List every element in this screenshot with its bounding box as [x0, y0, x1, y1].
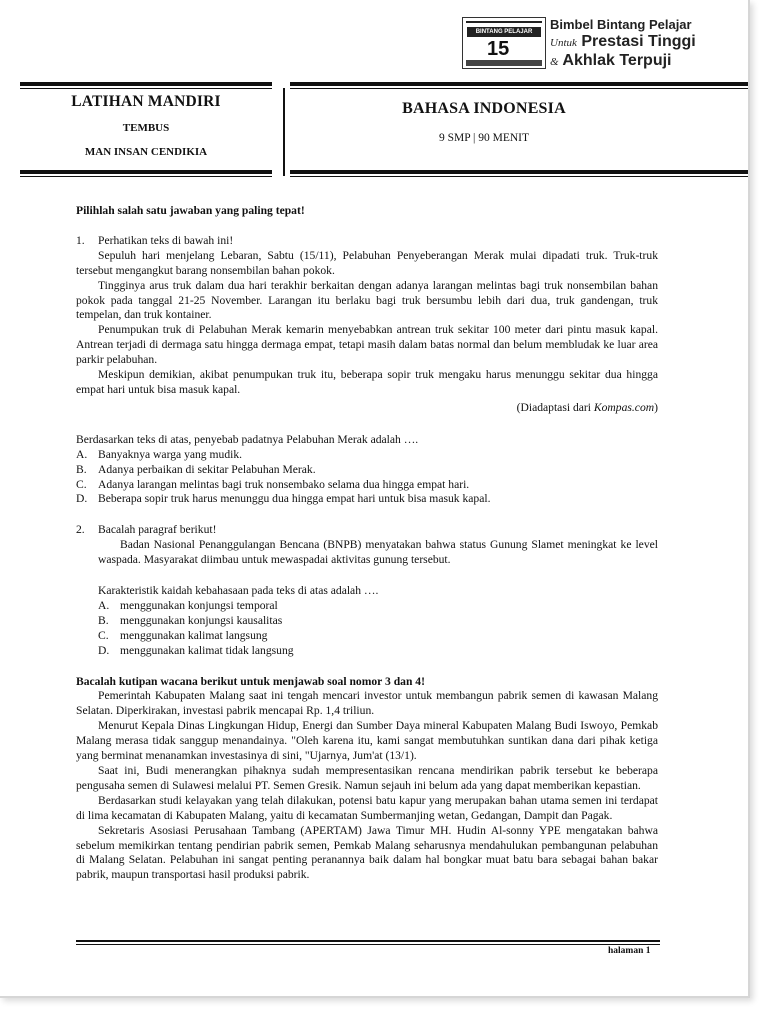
source-name: Kompas.com	[593, 400, 655, 414]
slogan-amp: &	[550, 56, 559, 68]
slogan-akhlak: Akhlak Terpuji	[562, 52, 672, 69]
q1-options	[76, 448, 658, 508]
q1-paragraph: Tingginya arus truk dalam dua hari terakhir berkaitan dengan adanya larangan melintas bagi truk nonsembilan bahan pokok pada tanggal 21-25 November. Larangan itu berlaku bagi truk bersumbu lebih dari dua, truk gandengan, truk tempelan, dan truk kontainer.	[76, 278, 658, 322]
q2-options	[76, 599, 658, 659]
instruction: Pilihlah salah satu jawaban yang paling tepat!	[76, 204, 305, 217]
footer-rule	[76, 940, 660, 942]
answer-option[interactable]	[76, 492, 658, 507]
bintang-pelajar-logo	[462, 17, 546, 69]
header-right-bottom-thin-rule	[290, 176, 748, 177]
spacer	[76, 659, 658, 675]
option-key: B.	[98, 613, 109, 627]
option-text: Adanya larangan melintas bagi truk nonsembako selama dua hingga empat hari.	[98, 477, 470, 491]
slogan-line-1: Bimbel Bintang Pelajar	[550, 17, 692, 32]
q2-paragraph: Badan Nasional Penanggulangan Bencana (BNPB) menyatakan bahwa status Gunung Slamet meningkat ke level waspada. Masyarakat diimbau untuk mewaspadai aktivitas gunung tersebut.	[98, 538, 658, 567]
header-left-sub2: MAN INSAN CENDIKIA	[84, 146, 208, 158]
slogan	[550, 16, 730, 71]
logo-name: BINTANG PELAJAR	[467, 27, 541, 37]
header-left-top-rule	[20, 82, 272, 86]
q1-question: Berdasarkan teks di atas, penyebab padatnya Pelabuhan Merak adalah ….	[76, 432, 419, 446]
exam-content	[76, 204, 658, 883]
question-prompt: Bacalah paragraf berikut!	[98, 523, 217, 537]
header-left-bottom-rule	[20, 170, 272, 174]
answer-option[interactable]	[98, 629, 658, 644]
option-key: D.	[76, 492, 88, 506]
header-left-sub1: TEMBUS	[122, 122, 170, 134]
q2-question: Karakteristik kaidah kebahasaan pada teks di atas adalah ….	[98, 584, 379, 598]
header-right-top-rule	[290, 82, 748, 86]
answer-option[interactable]	[76, 478, 658, 493]
question-number: 2.	[76, 523, 85, 537]
q1-paragraph: Penumpukan truk di Pelabuhan Merak kemarin menyebabkan antrean truk sekitar 100 meter dari pintu masuk kapal. Antrean terjadi di dermaga satu hingga dermaga empat, tetapi masih dalam batas normal dan belum membludak ke luar area parkir pelabuhan.	[76, 323, 658, 367]
page-number: halaman 1	[608, 946, 651, 956]
header-left-title: LATIHAN MANDIRI	[71, 93, 221, 110]
answer-option[interactable]	[98, 599, 658, 614]
logo-anniversary-number: 15	[487, 38, 510, 60]
option-key: C.	[98, 628, 109, 642]
answer-option[interactable]	[76, 448, 658, 463]
question-1	[76, 234, 658, 249]
option-text: menggunakan konjungsi kausalitas	[120, 613, 283, 627]
header-right-top-thin-rule	[290, 88, 748, 89]
passage-paragraph: Saat ini, Budi menerangkan pihaknya sudah mempresentasikan rencana mendirikan pabrik tersebut ke beberapa pengusaha semen di Sulawesi melalui PT. Semen Gresik. Namun sejauh ini belum ada yang dapat memberikan kepastian.	[76, 764, 658, 792]
q1-paragraph: Sepuluh hari menjelang Lebaran, Sabtu (15/11), Pelabuhan Penyeberangan Merak mulai dipadati truk. Truk-truk tersebut mengangkut barang nonsembilan bahan pokok.	[76, 248, 658, 277]
slogan-line-3	[550, 52, 730, 71]
logo-footer-bar	[466, 60, 542, 66]
header-right-bottom-rule	[290, 170, 748, 174]
option-key: C.	[76, 477, 87, 491]
subject-title: BAHASA INDONESIA	[402, 100, 566, 117]
passage-paragraph: Sekretaris Asosiasi Perusahaan Tambang (APERTAM) Jawa Timur MH. Hudin Al-sonny YPE mengatakan bahwa sebelum memikirkan tentang pendirian pabrik semen, Pemkab Malang seharusnya mendahulukan pembangunan pelabuhan di Malang Selatan. Pelabuhan ini sangat penting peranannya baik dalam hal bongkar muat batu bara sebagai bahan bakar pabrik, maupun transportasi hasil produksi pabrik.	[76, 823, 658, 882]
passage-heading: Bacalah kutipan wacana berikut untuk menjawab soal nomor 3 dan 4!	[76, 674, 425, 688]
option-text: menggunakan kalimat langsung	[120, 628, 268, 642]
spacer	[76, 507, 658, 523]
answer-option[interactable]	[76, 463, 658, 478]
question-prompt: Perhatikan teks di bawah ini!	[98, 233, 234, 247]
option-text: menggunakan konjungsi temporal	[120, 598, 278, 612]
header-left-top-thin-rule	[20, 88, 272, 89]
source-suffix: )	[654, 400, 658, 414]
header-left-box	[20, 90, 272, 158]
passage-paragraph: Pemerintah Kabupaten Malang saat ini tengah mencari investor untuk membangun pabrik semen di kawasan Malang Selatan. Diperkirakan, investasi pabrik mencapai Rp. 1,4 triliun.	[76, 689, 658, 718]
spacer	[76, 568, 658, 584]
answer-option[interactable]	[98, 644, 658, 659]
option-text: menggunakan kalimat tidak langsung	[120, 643, 294, 657]
option-key: D.	[98, 643, 110, 657]
q1-source	[76, 401, 658, 416]
logo-top-bar	[466, 21, 542, 23]
option-key: A.	[98, 598, 110, 612]
option-text: Adanya perbaikan di sekitar Pelabuhan Merak.	[98, 462, 316, 476]
slogan-prestasi: Prestasi Tinggi	[581, 33, 696, 50]
question-number: 1.	[76, 233, 85, 247]
answer-option[interactable]	[98, 614, 658, 629]
footer-thin-rule	[76, 944, 660, 945]
subject-meta: 9 SMP | 90 MENIT	[438, 132, 530, 144]
source-prefix: (Diadaptasi dari	[516, 400, 594, 414]
header-left-bottom-thin-rule	[20, 176, 272, 177]
passage-paragraph: Menurut Kepala Dinas Lingkungan Hidup, Energi dan Sumber Daya mineral Kabupaten Malang Budi Iswoyo, Pemkab Malang merasa tidak sanggup menandainya. "Oleh karena itu, kami sangat membutuhkan suntikan dana dari pihak ketiga yang berminat menanamkan investasinya di sini, "Ujarnya, Jum'at (13/1).	[76, 719, 658, 763]
passage-paragraph: Berdasarkan studi kelayakan yang telah dilakukan, potensi batu kapur yang merupakan bahan utama semen ini terdapat di lima kecamatan di Kabupaten Malang, yaitu di kecamatan Sumbermanjing wetan, Gedangan, Dampit dan Pagak.	[76, 793, 658, 822]
header-right-box	[292, 100, 676, 144]
question-2	[76, 523, 658, 538]
option-text: Beberapa sopir truk harus menunggu dua hingga empat hari untuk bisa masuk kapal.	[98, 492, 491, 506]
option-text: Banyaknya warga yang mudik.	[98, 447, 243, 461]
slogan-untuk: Untuk	[550, 37, 577, 49]
option-key: A.	[76, 447, 88, 461]
slogan-line-2	[550, 33, 730, 52]
option-key: B.	[76, 462, 87, 476]
q1-paragraph: Meskipun demikian, akibat penumpukan truk itu, beberapa sopir truk mengaku harus menunggu sekitar dua hingga empat hari untuk bisa masuk kapal.	[76, 368, 658, 396]
header-divider	[283, 88, 285, 176]
